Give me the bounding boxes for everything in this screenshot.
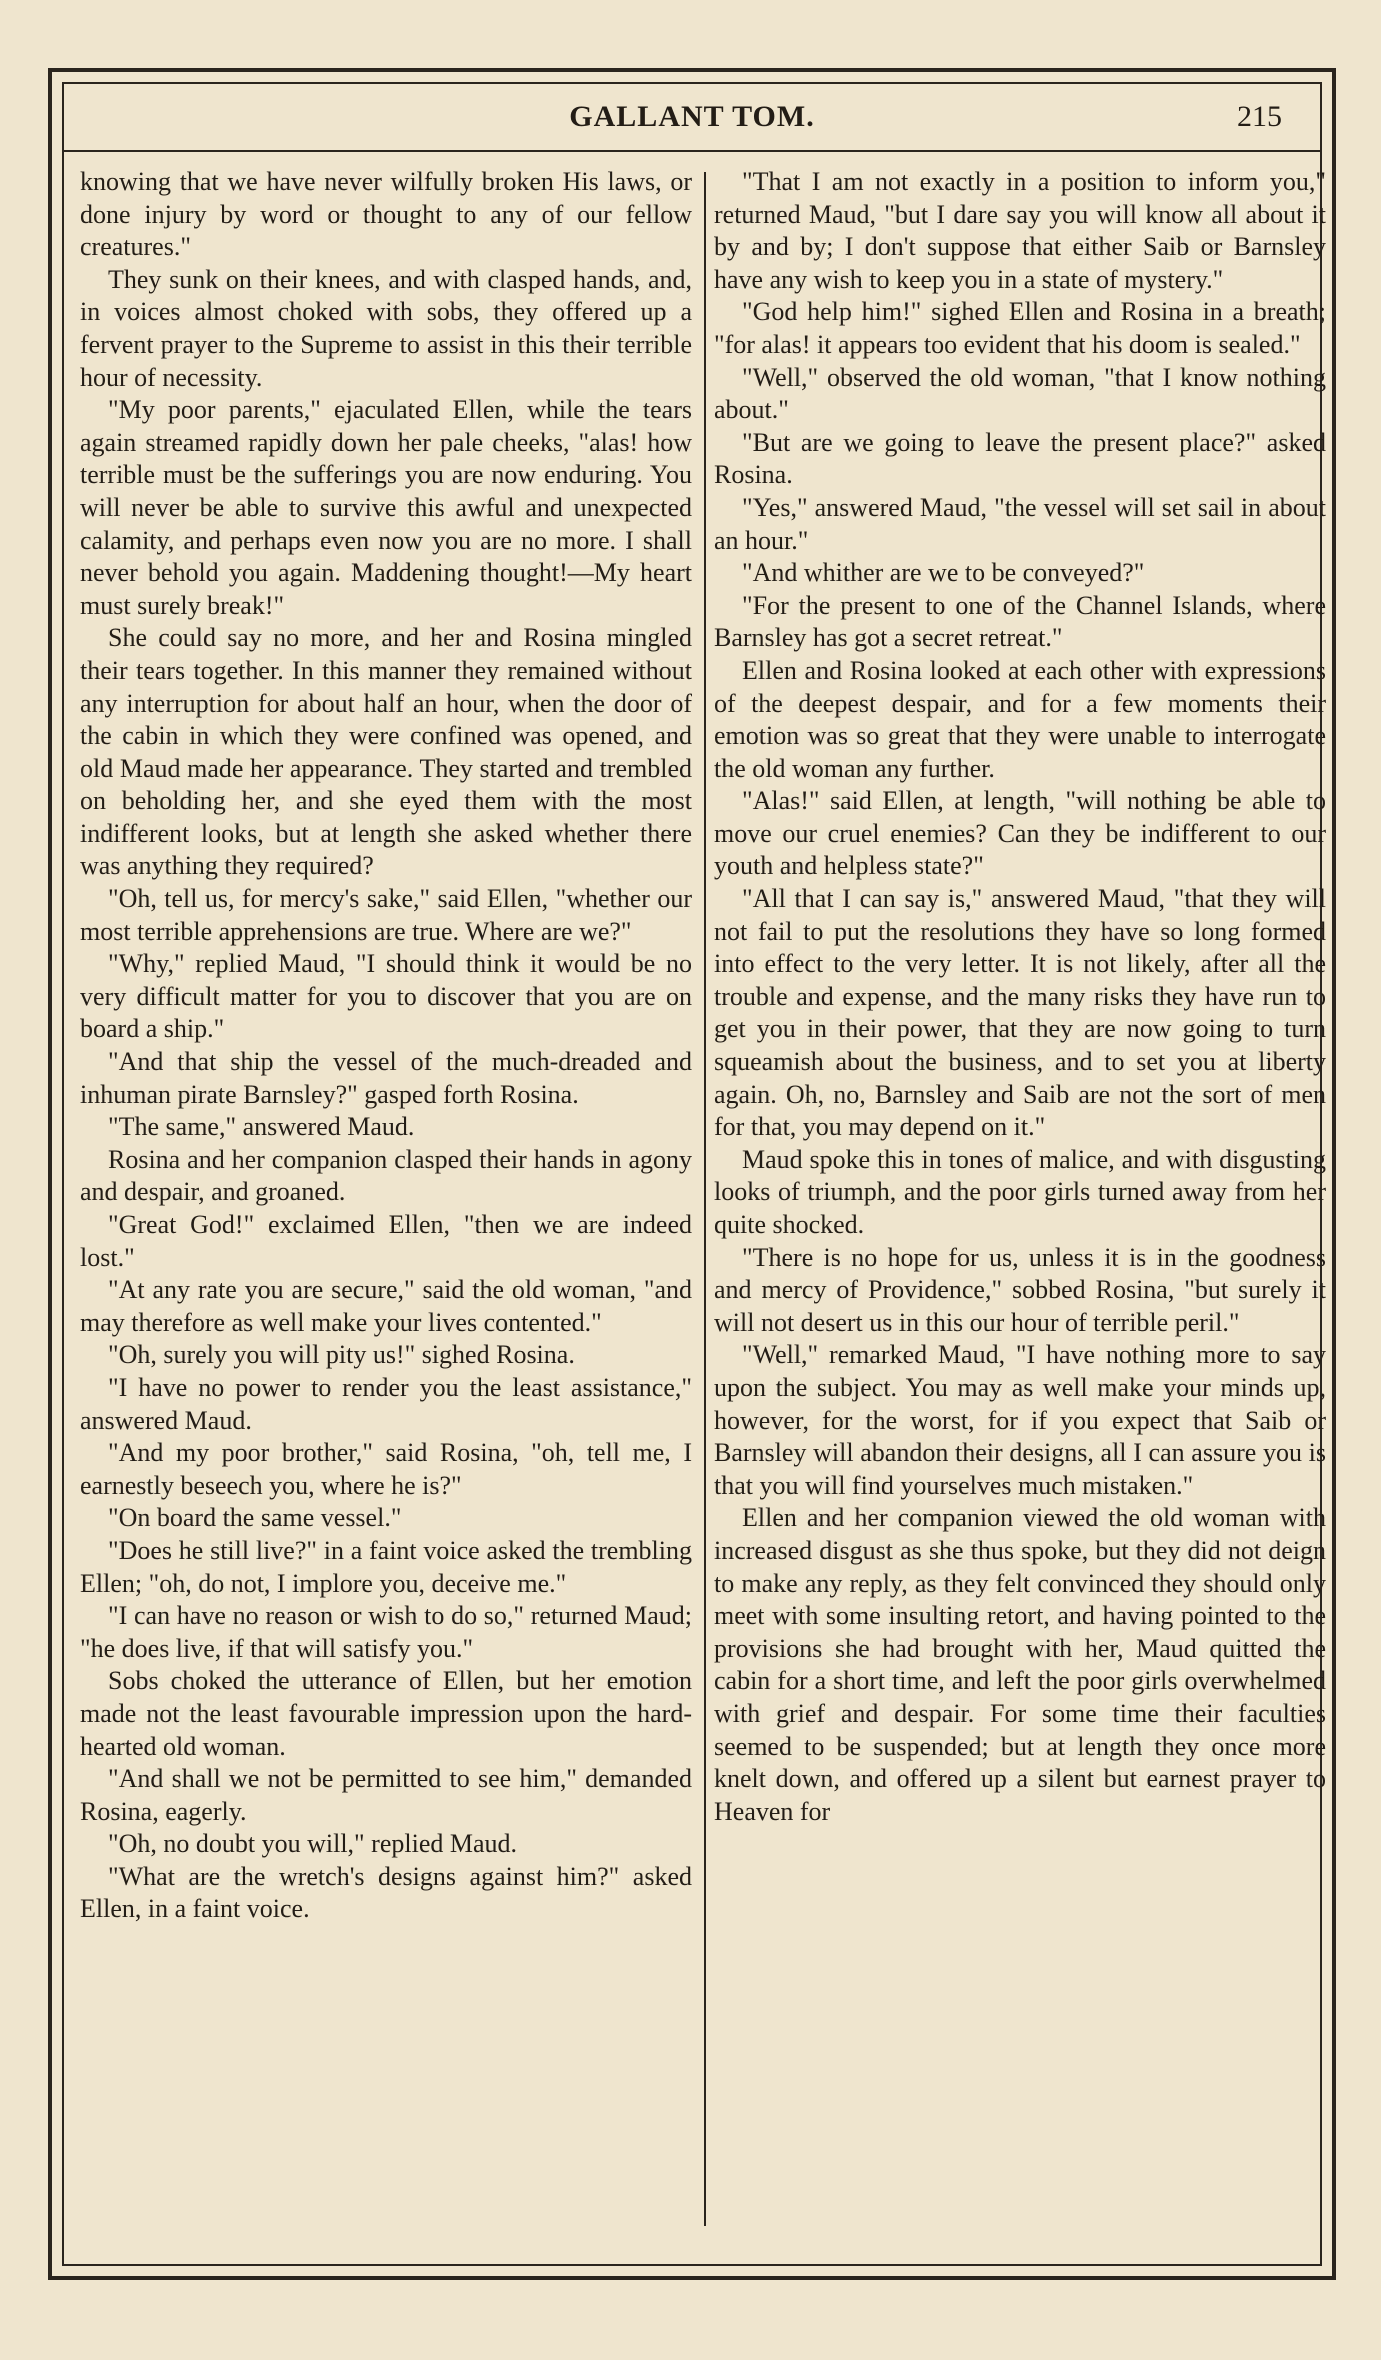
paragraph: Ellen and Rosina looked at each other with expressions of the deepest despair, and for a few moments their emotion was so great that they were unable to interrogate the old woman any further. [714,655,1326,783]
paragraph: "Does he still live?" in a faint voice asked the trembling Ellen; "oh, do not, I implore you, deceive me." [80,1535,692,1598]
page-header [62,96,1322,152]
paragraph: "God help him!" sighed Ellen and Rosina in a breath; "for alas! it appears too evident that his doom is sealed." [714,297,1326,359]
header-rule [62,150,1322,152]
paragraph: "At any rate you are secure," said the old woman, "and may therefore as well make your lives contented." [80,1275,692,1337]
paragraph: "And that ship the vessel of the much-dreaded and inhuman pirate Barnsley?" gasped forth Rosina. [80,1047,692,1109]
paragraph: "What are the wretch's designs against him?" asked Ellen, in a faint voice. [80,1861,692,1924]
paragraph: "And shall we not be permitted to see him," demanded Rosina, eagerly. [80,1764,692,1826]
paragraph: "Great God!" exclaimed Ellen, "then we are indeed lost." [80,1210,692,1272]
paragraph: "I have no power to render you the least assistance," answered Maud. [80,1372,692,1435]
right-column [714,166,1326,2246]
paragraph: Sobs choked the utterance of Ellen, but her emotion made not the least favourable impression upon the hard-hearted old woman. [80,1666,692,1761]
paragraph: "That I am not exactly in a position to inform you," returned Maud, "but I dare say you will know all about it by and by; I don't suppose that either Saib or Barnsley have any wish to keep you in a state of mystery." [714,167,1326,294]
paragraph: Ellen and her companion viewed the old woman with increased disgust as she thus spoke, but they did not deign to make any reply, as they felt convinced they should only meet with some insulting retort, and having pointed to the provisions she had brought with her, Maud quitted the cabin for a short time, and left the poor girls overwhelmed with grief and despair. For some time their faculties seemed to be suspended; but at length they once more knelt down, and offered up a silent but earnest prayer to Heaven for [714,1503,1326,1826]
paragraph: "Alas!" said Ellen, at length, "will nothing be able to move our cruel enemies? Can they be indifferent to our youth and helpless state?" [714,786,1326,881]
paragraph: "Well," remarked Maud, "I have nothing more to say upon the subject. You may as well make your minds up, however, for the worst, for if you expect that Saib or Barnsley will abandon their designs, all I can assure you is that you will find yourselves much mistaken." [714,1340,1326,1500]
paragraph: "Oh, tell us, for mercy's sake," said Ellen, "whether our most terrible apprehensions are true. Where are we?" [80,884,692,946]
paragraph: They sunk on their knees, and with clasped hands, and, in voices almost choked with sobs, they offered up a fervent prayer to the Supreme to assist in this their terrible hour of necessity. [80,264,692,392]
paragraph: "Why," replied Maud, "I should think it would be no very difficult matter for you to discover that you are on board a ship." [80,949,692,1044]
paragraph: "Oh, no doubt you will," replied Maud. [108,1829,518,1859]
paragraph: "The same," answered Maud. [108,1112,415,1142]
paragraph: "But are we going to leave the present place?" asked Rosina. [714,427,1326,490]
paragraph: "My poor parents," ejaculated Ellen, while the tears again streamed rapidly down her pale cheeks, "alas! how terrible must be the sufferings you are now enduring. You will never be able to survive this awful and unexpected calamity, and perhaps even now you are no more. I shall never behold you again. Maddening thought!—My heart must surely break!" [80,395,692,620]
paragraph: knowing that we have never wilfully broken His laws, or done injury by word or thought to any of our fellow creatures." [80,167,692,262]
paragraph: "There is no hope for us, unless it is in the goodness and mercy of Providence," sobbed Rosina, "but surely it will not desert us in this our hour of terrible peril." [714,1242,1326,1337]
paragraph: "Yes," answered Maud, "the vessel will set sail in about an hour." [714,492,1326,555]
paragraph: "Oh, surely you will pity us!" sighed Rosina. [108,1340,575,1370]
paragraph: "On board the same vessel." [108,1503,402,1533]
paragraph: Maud spoke this in tones of malice, and with disgusting looks of triumph, and the poor girls turned away from her quite shocked. [714,1144,1326,1239]
paragraph: She could say no more, and her and Rosina mingled their tears together. In this manner they remained without any interruption for about half an hour, when the door of the cabin in which they were confined was opened, and old Maud made her appearance. They started and trembled on beholding her, and she eyed them with the most indifferent looks, but at length she asked whether there was anything they required? [80,623,692,881]
paragraph: "Well," observed the old woman, "that I know nothing about." [714,362,1326,425]
running-title: GALLANT TOM. [569,100,815,133]
left-column [80,166,692,2246]
column-divider [704,172,706,2226]
paragraph: "For the present to one of the Channel Islands, where Barnsley has got a secret retreat." [714,590,1326,653]
paragraph: "And my poor brother," said Rosina, "oh, tell me, I earnestly beseech you, where he is?" [80,1438,692,1500]
page-number: 215 [1237,100,1282,133]
paragraph: Rosina and her companion clasped their hands in agony and despair, and groaned. [80,1144,692,1207]
paragraph: "I can have no reason or wish to do so," returned Maud; "he does live, if that will satisfy you." [80,1601,692,1663]
paragraph: "All that I can say is," answered Maud, "that they will not fail to put the resolutions they have so long formed into effect to the very letter. It is not likely, after all the trouble and expense, and the many risks they have run to get you in their power, that they are now going to turn squeamish about the business, and to set you at liberty again. Oh, no, Barnsley and Saib are not the sort of men for that, you may depend on it." [714,884,1326,1142]
paragraph: "And whither are we to be conveyed?" [742,558,1145,588]
